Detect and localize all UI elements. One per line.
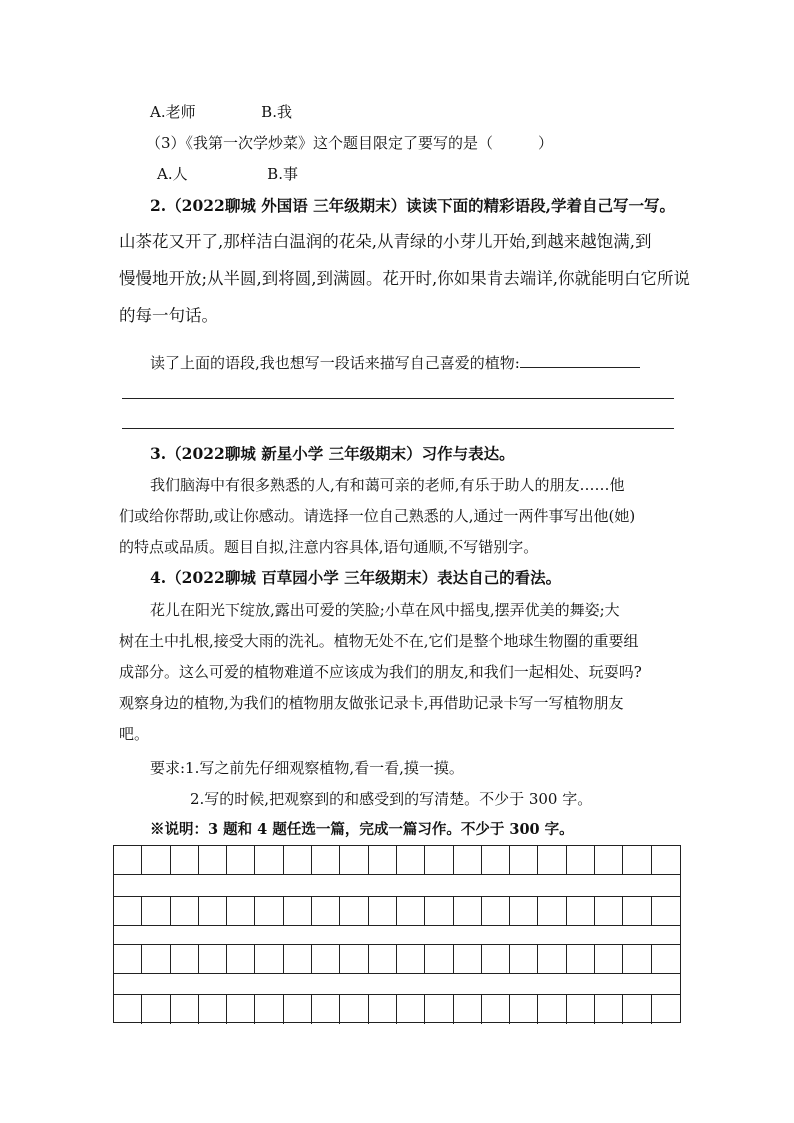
grid-cell[interactable] <box>256 897 284 925</box>
grid-cell[interactable] <box>171 945 199 973</box>
grid-cell[interactable] <box>369 945 397 973</box>
grid-cell[interactable] <box>397 897 425 925</box>
q2-passage-line-3: 的每一句话。 <box>119 306 218 325</box>
grid-cell[interactable] <box>114 897 142 925</box>
grid-cell[interactable] <box>425 897 453 925</box>
grid-cell[interactable] <box>284 897 312 925</box>
grid-cell[interactable] <box>199 945 227 973</box>
grid-cell[interactable] <box>510 945 538 973</box>
q3-options <box>157 164 298 184</box>
grid-cell[interactable] <box>256 945 284 973</box>
grid-cell[interactable] <box>425 845 453 874</box>
q4-body-line-3: 成部分。这么可爱的植物难道不应该成为我们的朋友,和我们一起相处、玩耍吗? <box>119 663 642 681</box>
grid-cell[interactable] <box>340 945 368 973</box>
grid-cell[interactable] <box>114 995 142 1024</box>
grid-cell[interactable] <box>369 897 397 925</box>
q2-passage-line-1: 山茶花又开了,那样洁白温润的花朵,从青绿的小芽儿开始,到越来越饱满,到 <box>119 232 652 251</box>
grid-cell[interactable] <box>567 845 595 874</box>
grid-cell[interactable] <box>595 845 623 874</box>
q3-body-line-1: 我们脑海中有很多熟悉的人,有和蔼可亲的老师,有乐于助人的朋友……他 <box>150 476 625 494</box>
grid-cell[interactable] <box>539 845 567 874</box>
grid-cell[interactable] <box>567 897 595 925</box>
grid-cell[interactable] <box>227 945 255 973</box>
grid-cell[interactable] <box>623 995 651 1024</box>
grid-row <box>114 896 680 926</box>
grid-cell[interactable] <box>482 995 510 1024</box>
grid-cell[interactable] <box>539 945 567 973</box>
grid-row <box>114 994 680 1024</box>
writing-grid[interactable] <box>113 845 681 1023</box>
grid-cell[interactable] <box>454 995 482 1024</box>
grid-cell[interactable] <box>199 897 227 925</box>
grid-cell[interactable] <box>340 897 368 925</box>
grid-cell[interactable] <box>171 897 199 925</box>
grid-cell[interactable] <box>284 995 312 1024</box>
grid-cell[interactable] <box>623 845 651 874</box>
grid-cell[interactable] <box>397 995 425 1024</box>
grid-cell[interactable] <box>425 995 453 1024</box>
q4-requirement-1: 要求:1.写之前先仔细观察植物,看一看,摸一摸。 <box>150 759 464 777</box>
answer-blank-inline[interactable] <box>520 352 640 368</box>
q3-text: （3）《我第一次学炒菜》这个题目限定了要写的是（ ） <box>146 134 554 152</box>
q4-requirement-2: 2.写的时候,把观察到的和感受到的写清楚。不少于 300 字。 <box>190 790 593 808</box>
grid-cell[interactable] <box>595 897 623 925</box>
grid-cell[interactable] <box>199 845 227 874</box>
grid-cell[interactable] <box>256 995 284 1024</box>
q2-heading: 2.（2022聊城 外国语 三年级期末）读读下面的精彩语段,学着自己写一写。 <box>150 196 676 215</box>
grid-cell[interactable] <box>227 995 255 1024</box>
grid-cell[interactable] <box>227 845 255 874</box>
grid-cell[interactable] <box>284 845 312 874</box>
grid-cell[interactable] <box>142 897 170 925</box>
grid-cell[interactable] <box>256 845 284 874</box>
grid-cell[interactable] <box>454 945 482 973</box>
q3-heading: 3.（2022聊城 新星小学 三年级期末）习作与表达。 <box>150 444 515 463</box>
grid-cell[interactable] <box>340 995 368 1024</box>
grid-cell[interactable] <box>454 897 482 925</box>
grid-cell[interactable] <box>539 897 567 925</box>
grid-cell[interactable] <box>114 945 142 973</box>
q4-body-line-2: 树在土中扎根,接受大雨的洗礼。植物无处不在,它们是整个地球生物圈的重要组 <box>119 632 639 650</box>
q4-body-line-5: 吧。 <box>119 725 150 743</box>
q4-body-line-1: 花儿在阳光下绽放,露出可爱的笑脸;小草在风中摇曳,摆弄优美的舞姿;大 <box>150 601 620 619</box>
answer-line-2[interactable] <box>122 428 674 429</box>
q2-prompt-line <box>150 352 640 373</box>
grid-cell[interactable] <box>397 945 425 973</box>
grid-cell[interactable] <box>114 845 142 874</box>
grid-cell[interactable] <box>623 945 651 973</box>
grid-cell[interactable] <box>482 897 510 925</box>
grid-cell[interactable] <box>510 897 538 925</box>
grid-cell[interactable] <box>397 845 425 874</box>
q4-body-line-4: 观察身边的植物,为我们的植物朋友做张记录卡,再借助记录卡写一写植物朋友 <box>119 694 624 712</box>
grid-cell[interactable] <box>369 995 397 1024</box>
grid-cell[interactable] <box>369 845 397 874</box>
grid-cell[interactable] <box>199 995 227 1024</box>
grid-cell[interactable] <box>171 845 199 874</box>
grid-cell[interactable] <box>539 995 567 1024</box>
grid-cell[interactable] <box>510 845 538 874</box>
grid-cell[interactable] <box>312 945 340 973</box>
answer-line-1[interactable] <box>122 398 674 399</box>
grid-cell[interactable] <box>595 995 623 1024</box>
grid-cell[interactable] <box>482 945 510 973</box>
grid-cell[interactable] <box>482 845 510 874</box>
grid-cell[interactable] <box>142 995 170 1024</box>
q3-option-b: B.事 <box>267 165 298 183</box>
grid-cell[interactable] <box>340 845 368 874</box>
grid-row <box>114 845 680 875</box>
grid-cell[interactable] <box>623 897 651 925</box>
grid-cell[interactable] <box>284 945 312 973</box>
grid-cell[interactable] <box>425 945 453 973</box>
q2-option-b: B.我 <box>261 103 292 121</box>
q3-body-line-3: 的特点或品质。题目自拟,注意内容具体,语句通顺,不写错别字。 <box>119 538 539 556</box>
grid-cell[interactable] <box>171 995 199 1024</box>
grid-cell[interactable] <box>142 945 170 973</box>
q2-prompt: 读了上面的语段,我也想写一段话来描写自己喜爱的植物: <box>150 354 520 372</box>
grid-cell[interactable] <box>567 945 595 973</box>
q2-option-a: A.老师 <box>150 103 196 121</box>
grid-cell[interactable] <box>595 945 623 973</box>
grid-cell[interactable] <box>510 995 538 1024</box>
grid-cell[interactable] <box>312 845 340 874</box>
grid-cell[interactable] <box>312 897 340 925</box>
q3-option-a: A.人 <box>157 165 188 183</box>
grid-cell[interactable] <box>567 995 595 1024</box>
grid-cell[interactable] <box>454 845 482 874</box>
grid-cell[interactable] <box>312 995 340 1024</box>
q2-passage-line-2: 慢慢地开放;从半圆,到将圆,到满圆。花开时,你如果肯去端详,你就能明白它所说 <box>119 269 691 288</box>
q4-heading: 4.（2022聊城 百草园小学 三年级期末）表达自己的看法。 <box>150 568 562 587</box>
q3-body-line-2: 们或给你帮助,或让你感动。请选择一位自己熟悉的人,通过一两件事写出他(她) <box>119 507 636 525</box>
selection-note: ※说明：3 题和 4 题任选一篇，完成一篇习作。不少于 300 字。 <box>150 821 574 838</box>
grid-cell[interactable] <box>227 897 255 925</box>
q2-options <box>150 102 292 122</box>
grid-cell[interactable] <box>142 845 170 874</box>
grid-row <box>114 944 680 974</box>
